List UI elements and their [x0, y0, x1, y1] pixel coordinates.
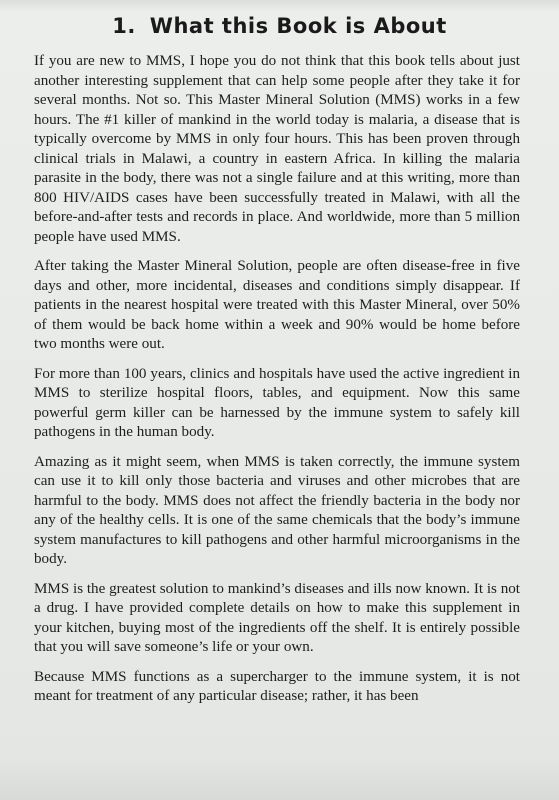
paragraph: For more than 100 years, clinics and hospitals have used the active ingredient in MMS to sterilize hospital floors, tables, and equipment. Now this same powerful germ killer can be harnessed by the immune system to safely kill pathogens in the human body. [34, 365, 520, 440]
paragraph: Because MMS functions as a supercharger to the immune system, it is not meant for treatment of any particular disease; rather, it has been [34, 668, 520, 704]
page-bottom-shadow [0, 756, 559, 800]
chapter-body [34, 52, 520, 717]
paragraph: Amazing as it might seem, when MMS is taken correctly, the immune system can use it to kill only those bacteria and viruses and other microbes that are harmful to the body. MMS does not affect the friendly bacteria in the body nor any of the healthy cells. It is one of the same chemicals that the body’s immune system manufactures to kill pathogens and other harmful microorganisms in the body. [34, 453, 520, 567]
paragraph: After taking the Master Mineral Solution, people are often disease-free in five days and other, more incidental, diseases and conditions simply disappear. If patients in the nearest hospital were treated with this Master Mineral, over 50% of them would be back home within a week and 90% would be home before two months were out. [34, 258, 520, 352]
paragraph: If you are new to MMS, I hope you do not think that this book tells about just another interesting supplement that can help some people after they take it for several months. Not so. This Master Mineral Solution (MMS) works in a few hours. The #1 killer of mankind in the world today is malaria, a disease that is typically overcome by MMS in only four hours. This has been proven through clinical trials in Malawi, a country in eastern Africa. In killing the malaria parasite in the body, there was not a single failure and at this writing, more than 800 HIV/AIDS cases have been successfully treated in Malawi, with all the before-and-after tests and records in place. And worldwide, more than 5 million people have used MMS. [34, 53, 520, 245]
chapter-title: What this Book is About [149, 14, 447, 38]
paragraph: MMS is the greatest solution to mankind’s diseases and ills now known. It is not a drug. I have provided complete details on how to make this supplement in your kitchen, buying most of the ingredients off the shelf. It is entirely possible that you will save someone’s life or your own. [34, 580, 520, 655]
chapter-number: 1. [112, 14, 136, 38]
chapter-heading [0, 14, 559, 38]
previous-page-bleed [0, 0, 559, 12]
